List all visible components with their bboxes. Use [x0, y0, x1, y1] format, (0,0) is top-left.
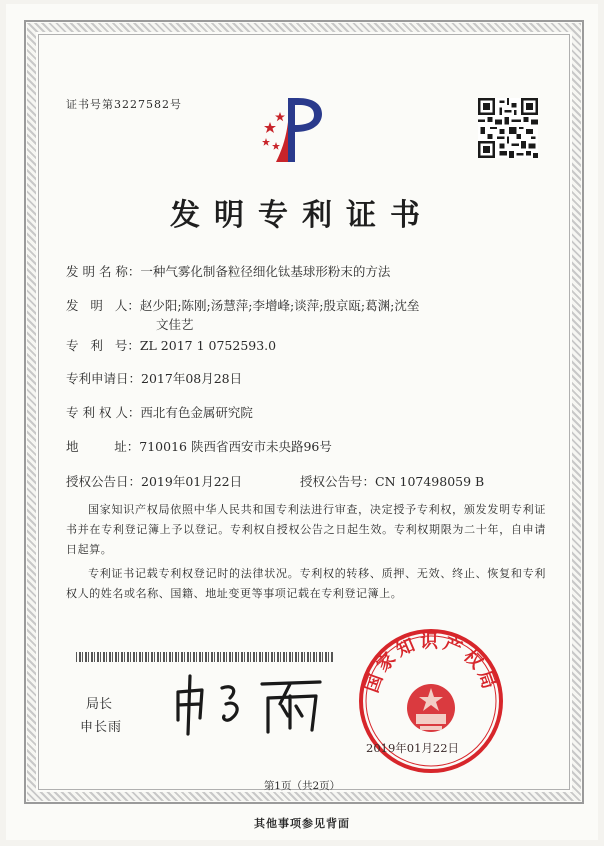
- address-label: 地 址：: [66, 439, 140, 454]
- grant-date-value: 2019年01月22日: [141, 474, 243, 489]
- patentee-value: 西北有色金属研究院: [140, 405, 253, 420]
- address-row: [66, 437, 332, 455]
- grant-date-row: [66, 472, 242, 490]
- back-note: 其他事项参见背面: [254, 817, 350, 830]
- seal-date: 2019年01月22日: [366, 741, 460, 755]
- grant-no-label: 授权公告号：: [300, 474, 376, 489]
- address-value: 710016 陕西省西安市未央路96号: [139, 439, 332, 454]
- inventor-row: [66, 296, 419, 314]
- grant-date-label: 授权公告日：: [66, 474, 142, 489]
- handwritten-signature: [170, 670, 330, 740]
- inventor-value-line2: 文佳艺: [156, 317, 194, 332]
- grant-no-row: [300, 472, 484, 490]
- director-name: 申长雨: [80, 720, 123, 735]
- cnipa-logo-icon: [258, 92, 328, 170]
- patent-no-value: ZL 2017 1 0752593.0: [139, 338, 277, 353]
- page-number: 第1页（共2页）: [263, 780, 341, 792]
- patent-no-label: 专 利 号：: [66, 338, 140, 353]
- invention-name-label: 发 明 名 称：: [66, 264, 141, 279]
- certificate-title: 发明专利证书: [170, 198, 434, 233]
- legal-paragraph-2: 专利证书记载专利权登记时的法律状况。专利权的转移、质押、无效、终止、恢复和专利权人的姓名或名称、国籍、地址变更等事项记载在专利登记簿上。: [66, 567, 546, 600]
- certificate-number: 证书号第3227582号: [66, 98, 182, 111]
- legal-paragraph-1: 国家知识产权局依照中华人民共和国专利法进行审查，决定授予专利权，颁发发明专利证书并在专利登记簿上予以登记。专利权自授权公告之日起生效。专利权期限为二十年，自申请日起算。: [66, 503, 546, 556]
- inventor-value-line1: 赵少阳;陈刚;汤慧萍;李增峰;谈萍;殷京瓯;葛渊;沈垒: [139, 298, 420, 313]
- invention-name-value: 一种气雾化制备粒径细化钛基球形粉末的方法: [140, 264, 391, 279]
- patentee-row: [66, 403, 253, 421]
- barcode-strip: [76, 652, 334, 662]
- filing-date-row: [66, 369, 242, 387]
- grant-no-value: CN 107498059 B: [375, 474, 485, 489]
- patentee-label: 专 利 权 人：: [66, 405, 141, 420]
- patent-no-row: [66, 336, 276, 354]
- seal-text: 国家知识产权局: [361, 631, 501, 696]
- qr-code-icon: [478, 98, 538, 158]
- inventor-label: 发 明 人：: [66, 298, 140, 313]
- filing-date-label: 专利申请日：: [66, 371, 142, 386]
- filing-date-value: 2017年08月28日: [141, 371, 243, 386]
- director-title: 局长: [86, 697, 113, 712]
- invention-name-row: [66, 262, 390, 280]
